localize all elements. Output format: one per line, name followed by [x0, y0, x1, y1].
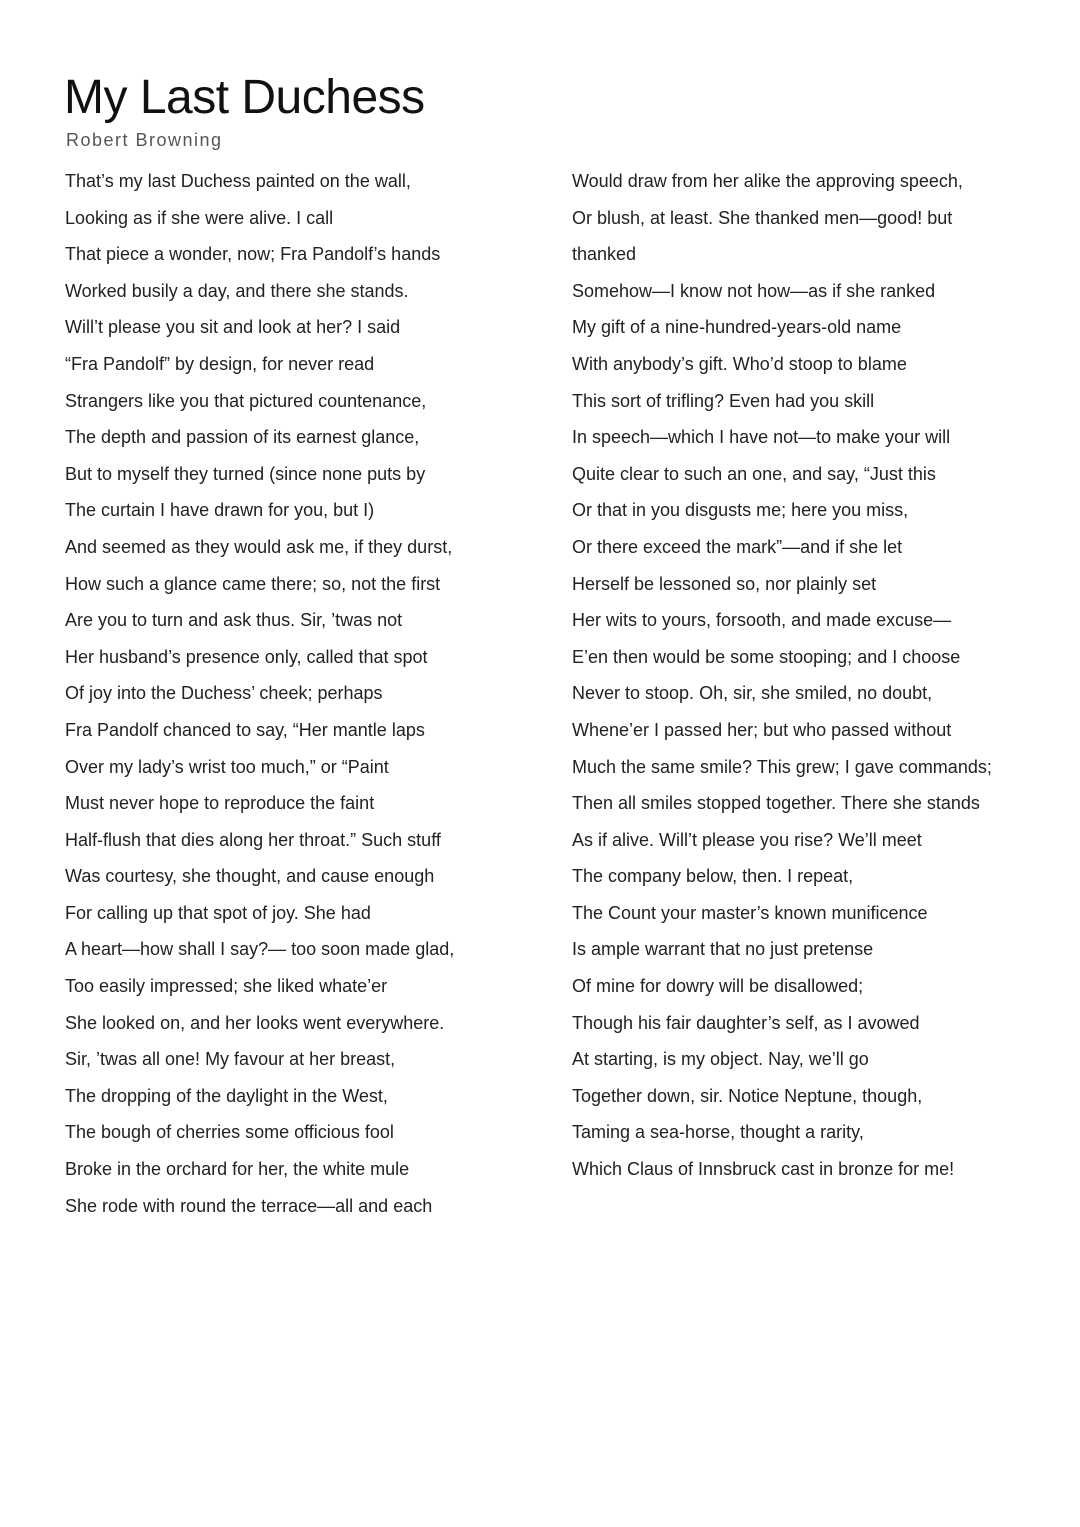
- poem-column-right: [572, 166, 1052, 1191]
- poem-line: Was courtesy, she thought, and cause enough: [65, 866, 435, 887]
- poem-line: The dropping of the daylight in the West,: [65, 1085, 388, 1106]
- poem-line: Herself be lessoned so, nor plainly set: [572, 573, 877, 594]
- poem-line: She looked on, and her looks went everywhere.: [65, 1012, 445, 1033]
- poem-line: Somehow—I know not how—as if she ranked: [572, 280, 936, 301]
- poem-line: Looking as if she were alive. I call: [65, 207, 334, 228]
- poem-line: Together down, sir. Notice Neptune, though,: [572, 1085, 923, 1106]
- poem-line: E’en then would be some stooping; and I choose: [572, 646, 961, 667]
- poem-line: The depth and passion of its earnest glance,: [65, 427, 420, 448]
- poem-line: For calling up that spot of joy. She had: [65, 902, 371, 923]
- poem-line: This sort of trifling? Even had you skill: [572, 390, 875, 411]
- poem-line: A heart—how shall I say?— too soon made glad,: [65, 939, 455, 960]
- poem-line: Her wits to yours, forsooth, and made excuse—: [572, 610, 952, 631]
- poem-line: Much the same smile? This grew; I gave commands;: [572, 756, 992, 777]
- poem-line: How such a glance came there; so, not the first: [65, 573, 441, 594]
- poem-line: Broke in the orchard for her, the white mule: [65, 1159, 410, 1180]
- poem-line: She rode with round the terrace—all and each: [65, 1195, 433, 1216]
- poem-line: My gift of a nine-hundred-years-old name: [572, 317, 902, 338]
- poem-column-left: [65, 166, 545, 1227]
- poem-line: Though his fair daughter’s self, as I avowed: [572, 1012, 920, 1033]
- poem-line: Too easily impressed; she liked whate’er: [65, 976, 388, 997]
- poem-line: But to myself they turned (since none puts by: [65, 463, 426, 484]
- poem-line: Which Claus of Innsbruck cast in bronze for me!: [572, 1159, 955, 1180]
- poem-line: At starting, is my object. Nay, we’ll go: [572, 1049, 869, 1070]
- poem-line: Or there exceed the mark”—and if she let: [572, 536, 903, 557]
- poem-line: “Fra Pandolf” by design, for never read: [65, 353, 375, 374]
- poem-line: Taming a sea-horse, thought a rarity,: [572, 1122, 864, 1143]
- poem-line: Over my lady’s wrist too much,” or “Paint: [65, 756, 389, 777]
- poem-line: And seemed as they would ask me, if they durst,: [65, 536, 453, 557]
- poem-line: Worked busily a day, and there she stands.: [65, 280, 409, 301]
- poem-line: Of joy into the Duchess’ cheek; perhaps: [65, 683, 383, 704]
- poem-line: The curtain I have drawn for you, but I): [65, 500, 375, 521]
- poem-line: Quite clear to such an one, and say, “Just this: [572, 463, 936, 484]
- poem-line: Fra Pandolf chanced to say, “Her mantle laps: [65, 719, 425, 740]
- poem-author: Robert Browning: [66, 130, 223, 150]
- poem-line: That’s my last Duchess painted on the wall,: [65, 171, 411, 191]
- poem-line: Are you to turn and ask thus. Sir, ’twas not: [65, 610, 403, 631]
- poem-line: The Count your master’s known munificence: [572, 902, 928, 923]
- poem-line: Or that in you disgusts me; here you miss,: [572, 500, 909, 521]
- poem-line: Strangers like you that pictured countenance,: [65, 390, 427, 411]
- poem-line: Her husband’s presence only, called that spot: [65, 646, 428, 667]
- poem-line: Will’t please you sit and look at her? I said: [65, 317, 401, 338]
- poem-line: Never to stoop. Oh, sir, she smiled, no doubt,: [572, 683, 933, 704]
- poem-line: Must never hope to reproduce the faint: [65, 793, 375, 814]
- poem-line: Is ample warrant that no just pretense: [572, 939, 874, 960]
- poem-line: Sir, ’twas all one! My favour at her breast,: [65, 1049, 396, 1070]
- poem-line: In speech—which I have not—to make your will: [572, 427, 951, 448]
- poem-line: That piece a wonder, now; Fra Pandolf’s hands: [65, 244, 441, 265]
- poem-line: Of mine for dowry will be disallowed;: [572, 976, 864, 997]
- poem-line: Would draw from her alike the approving speech,: [572, 171, 963, 191]
- poem-line: Then all smiles stopped together. There she stands: [572, 793, 980, 814]
- poem-line: As if alive. Will’t please you rise? We’ll meet: [572, 829, 922, 850]
- poem-line: Whene’er I passed her; but who passed without: [572, 719, 952, 740]
- poem-line: Or blush, at least. She thanked men—good! but: [572, 207, 953, 228]
- poem-line: Half-flush that dies along her throat.” Such stuff: [65, 829, 441, 850]
- poem-title: My Last Duchess: [64, 71, 425, 124]
- poem-line: The company below, then. I repeat,: [572, 866, 854, 887]
- poem-line: thanked: [572, 244, 637, 265]
- poem-line: With anybody’s gift. Who’d stoop to blame: [572, 353, 907, 374]
- poem-line: The bough of cherries some officious fool: [65, 1122, 394, 1143]
